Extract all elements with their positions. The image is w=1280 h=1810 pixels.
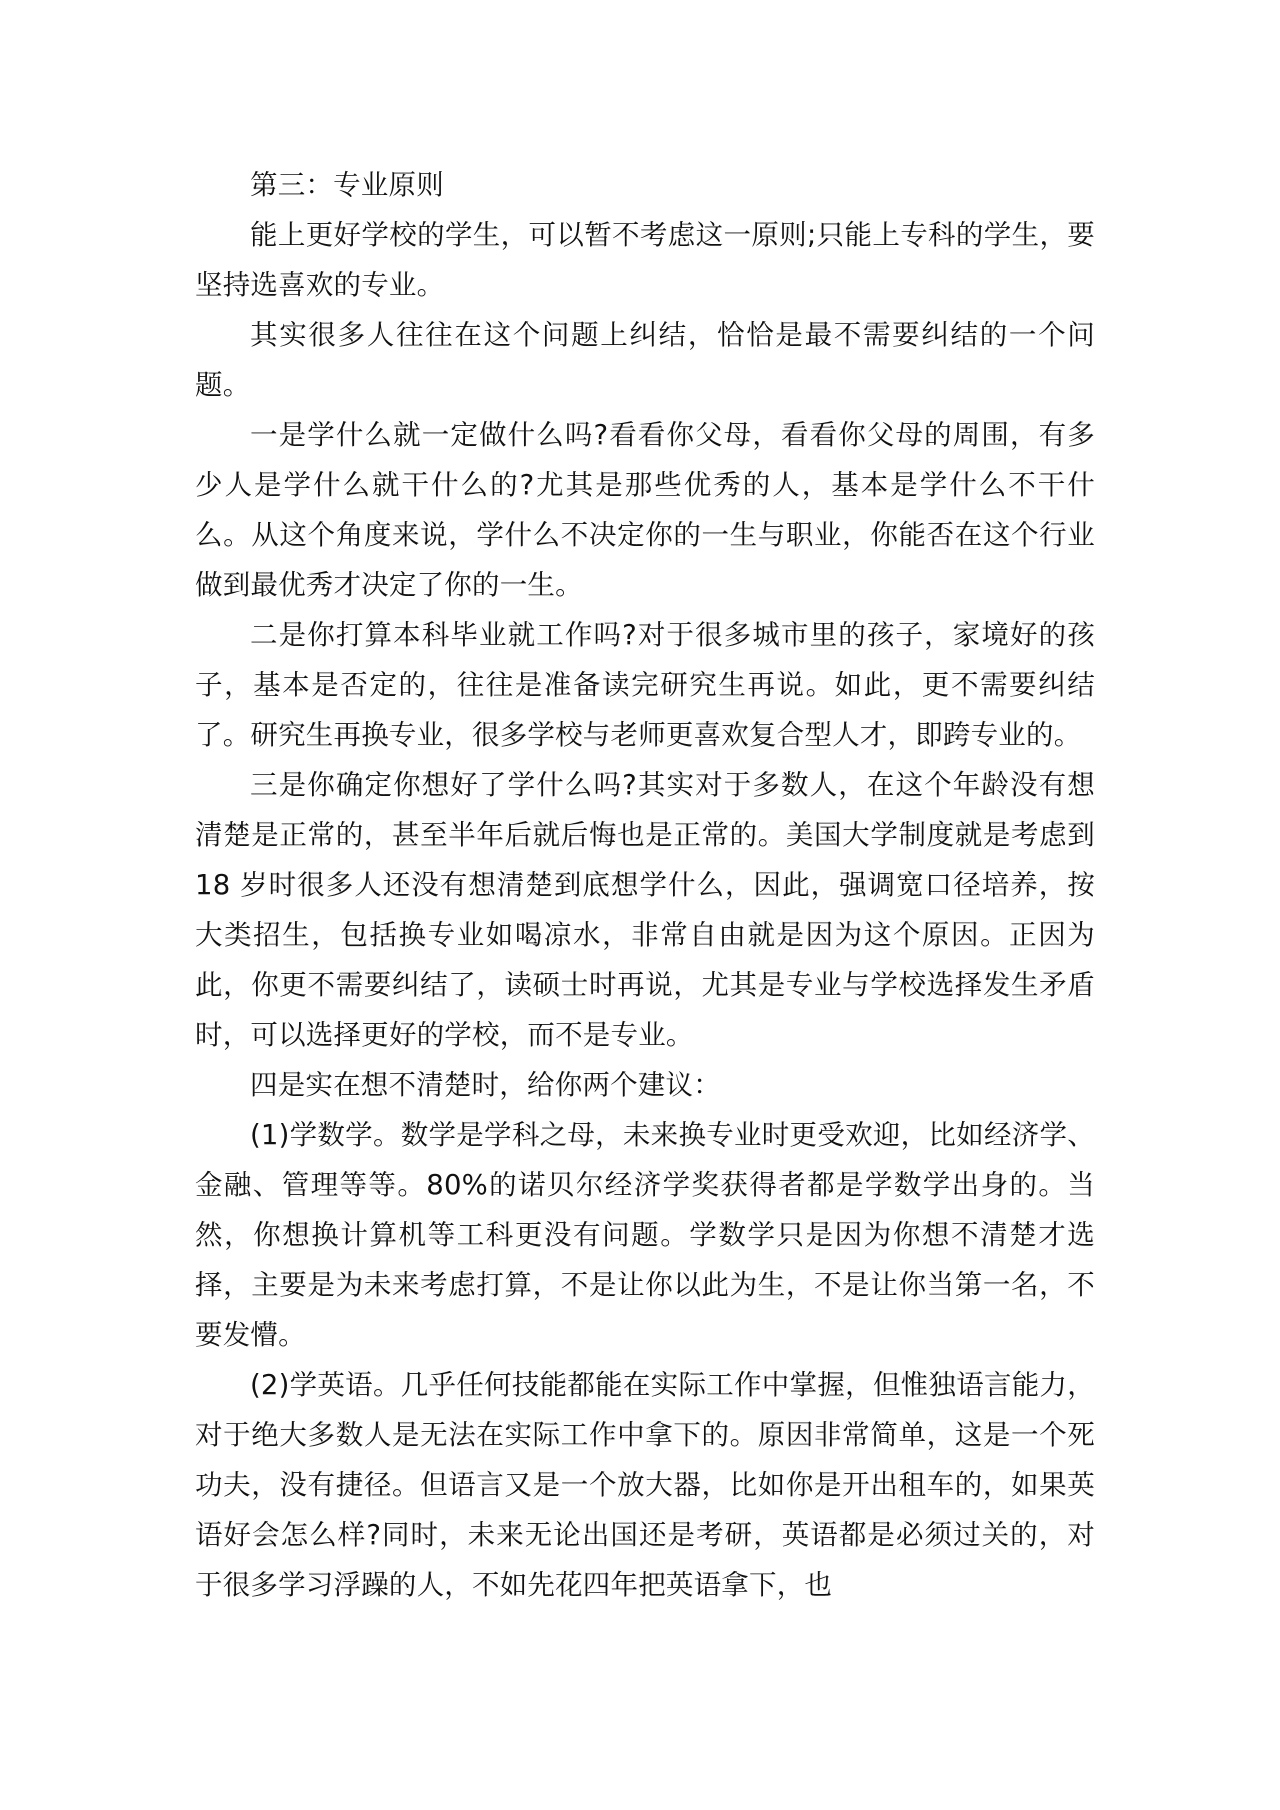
paragraph: (2)学英语。几乎任何技能都能在实际工作中掌握，但惟独语言能力，对于绝大多数人是无法在实际工作中拿下的。原因非常简单，这是一个死功夫，没有捷径。但语言又是一个放大器，比如你是开出租车的，如果英语好会怎么样?同时，未来无论出国还是考研，英语都是必须过关的，对于很多学习浮躁的人，不如先花四年把英语拿下，也 [195,1369,1095,1601]
paragraph: 能上更好学校的学生，可以暂不考虑这一原则;只能上专科的学生，要坚持选喜欢的专业。 [195,219,1095,301]
paragraph: 三是你确定你想好了学什么吗?其实对于多数人，在这个年龄没有想清楚是正常的，甚至半年后就后悔也是正常的。美国大学制度就是考虑到 18 岁时很多人还没有想清楚到底想学什么，因此，强调宽口径培养，按大类招生，包括换专业如喝凉水，非常自由就是因为这个原因。正因为此，你更不需要纠结了，读硕士时再说，尤其是专业与学校选择发生矛盾时，可以选择更好的学校，而不是专业。 [195,769,1095,1051]
paragraph: 二是你打算本科毕业就工作吗?对于很多城市里的孩子，家境好的孩子，基本是否定的，往往是准备读完研究生再说。如此，更不需要纠结了。研究生再换专业，很多学校与老师更喜欢复合型人才，即跨专业的。 [195,619,1095,751]
paragraph: 四是实在想不清楚时，给你两个建议： [250,1069,721,1101]
paragraph: 一是学什么就一定做什么吗?看看你父母，看看你父母的周围，有多少人是学什么就干什么的?尤其是那些优秀的人，基本是学什么不干什么。从这个角度来说，学什么不决定你的一生与职业，你能否在这个行业做到最优秀才决定了你的一生。 [195,419,1095,601]
document-page [195,160,1095,1610]
paragraph: 其实很多人往往在这个问题上纠结，恰恰是最不需要纠结的一个问题。 [195,319,1095,401]
paragraph: (1)学数学。数学是学科之母，未来换专业时更受欢迎，比如经济学、金融、管理等等。80%的诺贝尔经济学奖获得者都是学数学出身的。当然，你想换计算机等工科更没有问题。学数学只是因为你想不清楚才选择，主要是为未来考虑打算，不是让你以此为生，不是让你当第一名，不要发懵。 [195,1119,1095,1351]
section-heading: 第三：专业原则 [250,169,444,201]
